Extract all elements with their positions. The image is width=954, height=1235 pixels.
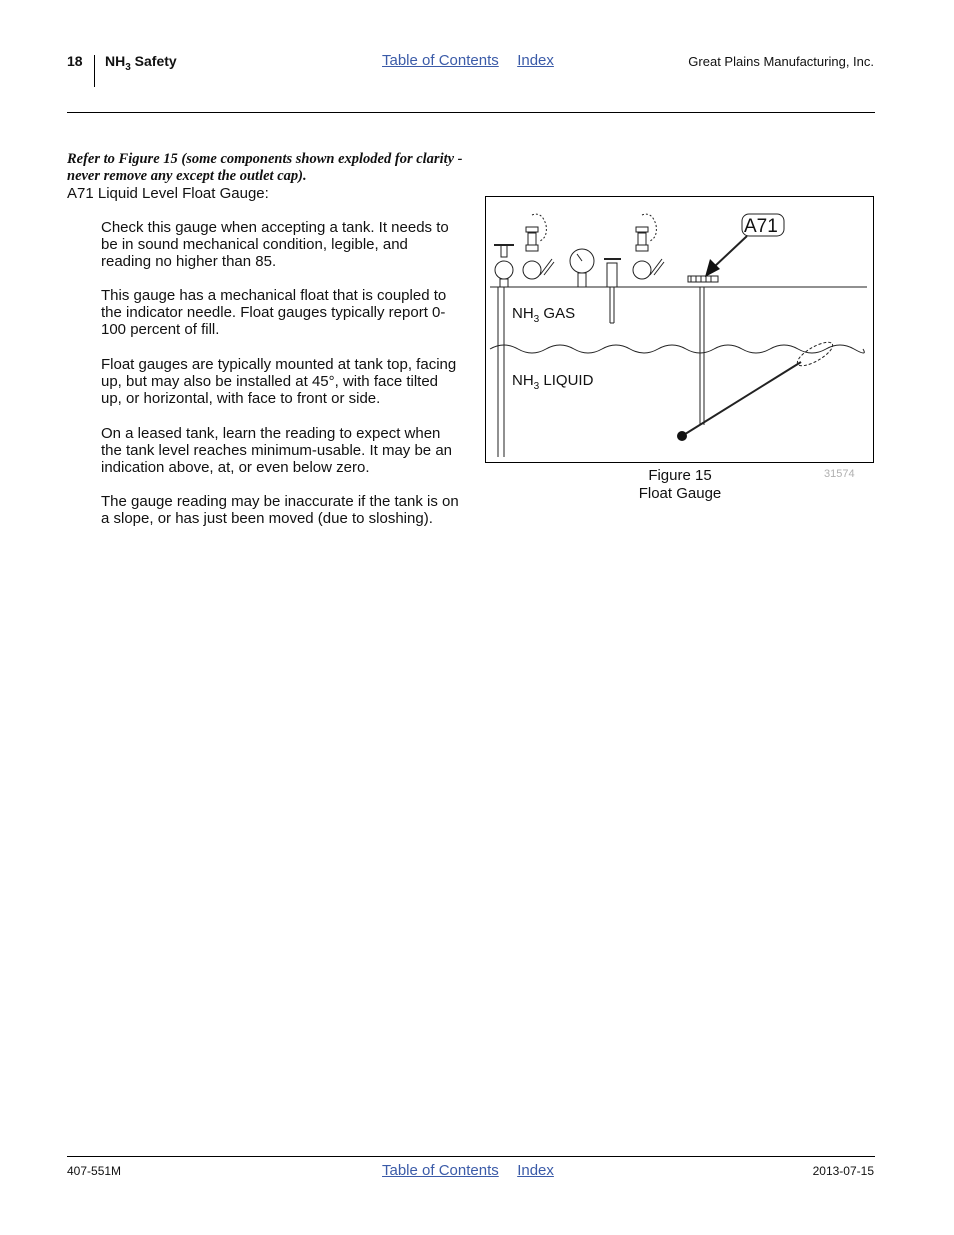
image-number: 31574 — [824, 468, 855, 480]
float-gauge-diagram — [486, 197, 873, 462]
header-nav — [382, 52, 568, 70]
footer-date: 2013-07-15 — [812, 1164, 874, 1178]
footer-rule — [67, 1156, 875, 1157]
item-label: A71 Liquid Level Float Gauge: — [67, 185, 269, 202]
header-divider — [94, 55, 95, 87]
figure-title: Float Gauge — [638, 485, 722, 502]
paragraph-5: The gauge reading may be inaccurate if the tank is on a slope, or has just been moved (due to sloshing). — [101, 493, 459, 527]
figure-caption — [600, 467, 760, 503]
figure-box — [485, 196, 874, 463]
liquid-surface-wave — [490, 345, 864, 353]
paragraph-3: Float gauges are typically mounted at tank top, facing up, but may also be installed at 45°, with face tilted up, or horizontal, with face to front or side. — [101, 356, 457, 407]
paragraph-4: On a leased tank, learn the reading to expect when the tank level reaches minimum-usable. It may be an indication above, at, or even below zero. — [101, 425, 452, 476]
section-title-suffix: Safety — [130, 53, 177, 69]
page-number: 18 — [67, 53, 83, 69]
header-toc-link[interactable]: Table of Contents — [382, 52, 499, 69]
intro-note: Refer to Figure 15 (some components shown exploded for clarity - never remove any except the outlet cap). — [67, 151, 463, 184]
company-name: Great Plains Manufacturing, Inc. — [688, 54, 874, 69]
callout-arrowhead — [705, 259, 720, 277]
doc-number: 407-551M — [67, 1164, 122, 1178]
section-title-prefix: NH — [105, 53, 126, 69]
figure-number: Figure 15 — [648, 467, 712, 484]
section-title — [105, 53, 177, 73]
liquid-label: $NH_3$ LIQUID — [512, 372, 594, 392]
header-rule — [67, 112, 875, 113]
gas-label: $NH_3$ GAS — [512, 305, 576, 325]
paragraph-1: Check this gauge when accepting a tank. It needs to be in sound mechanical condition, legible, and reading no higher than 85. — [101, 219, 449, 270]
section-title-sub: 3 — [125, 61, 131, 73]
float-pivot — [677, 431, 687, 441]
callout-label: A71 — [744, 216, 778, 237]
header-index-link[interactable]: Index — [517, 52, 554, 69]
footer-index-link[interactable]: Index — [517, 1162, 554, 1179]
footer-nav — [382, 1162, 568, 1180]
paragraph-2: This gauge has a mechanical float that is coupled to the indicator needle. Float gauges typically report 0-100 percent of fill. — [101, 287, 447, 338]
footer-toc-link[interactable]: Table of Contents — [382, 1162, 499, 1179]
